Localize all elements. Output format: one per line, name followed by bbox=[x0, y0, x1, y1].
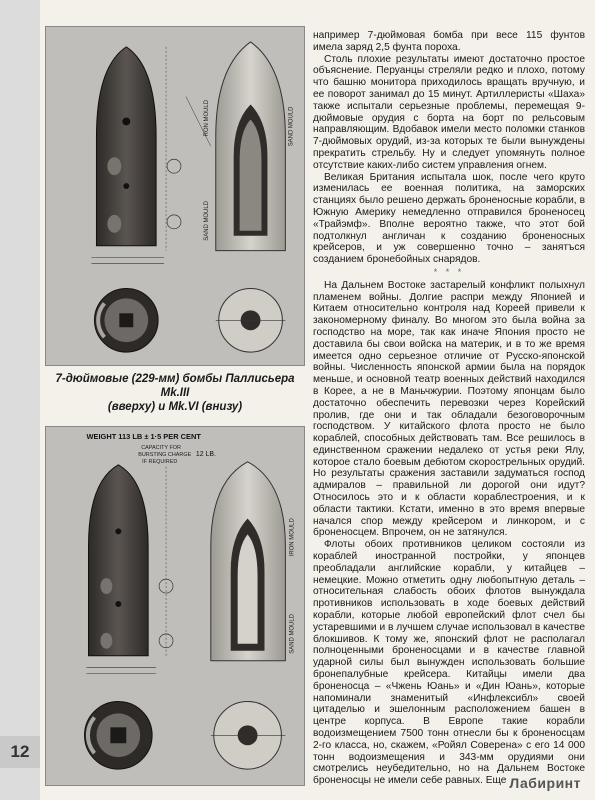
label-capacity-3: IF REQUIRED bbox=[142, 458, 178, 465]
caption-line-1: 7-дюймовые (229-мм) бомбы Паллисьера Mk.III bbox=[55, 373, 295, 399]
label-ron-mould: RON MOULD bbox=[203, 99, 210, 137]
label-sand-mould-bottom: SAND MOULD bbox=[289, 614, 296, 654]
watermark-logo: Лабиринт bbox=[509, 775, 581, 791]
article-paragraph: На Дальнем Востоке застарелый конфликт полыхнул пламенем войны. Долгие распри между Японией и Китаем относительно контроля над Кореей привели к закономерному финалу. Во многом это была война за господство на море, так как иначе Япония просто не доставила бы свои войска на материк, и в то же время имеется одно серьезное отличие от Русско-японской войны. Численность японской армии была на порядок меньше, и основной театр военных действий находился в Корее, а не в Маньчжурии. Поэтому японцам было достаточно обеспечить перевозки через Корейский пролив, где они и так обладали безоговорочным господством. У китайского флота просто не было кораблей, способных действовать там. Все решилось в единственном сражении недалеко от устья реки Ялу, которое стало боевым дебютом скорострельных орудий. Но результаты сражения заставили задуматься господ адмиралов – правильной ли дорогой они идут? Относилось это и к области кораблестроения, и к области тактики. Кстати, именно в это время впервые начался спор между крейсером и линкором, и с броненосцем. Впрочем, он не затянулся. bbox=[313, 279, 585, 539]
label-weight: WEIGHT 113 LB ± 1·5 PER CENT bbox=[86, 431, 201, 441]
label-sand-mould: SAND MOULD bbox=[203, 201, 210, 241]
label-capacity-1: CAPACITY FOR bbox=[141, 444, 181, 451]
label-sand-mould-2: SAND MOULD bbox=[288, 106, 295, 147]
article-paragraph: Флоты обоих противников целиком состояли из кораблей иностранной постройки, у японцев преобладали английские корабли, у китайцев – немецкие. Можно отметить одну любопытную деталь – относительная слабость обоих флотов вынуждала противников использовать в ходе боевых действий корабли, которые любой европейский флот счел бы устаревшими и в лучшем случае использовал в качестве блокшивов. К тому же, японский флот не располагал полноценными броненосцами и в качестве главной ударной силы был вынужден использовать большие бронепалубные крейсера. Китайцы имели два броненосца – «Чжень Юань» и «Дин Юань», которые напоминали знаменитый «Инфлексибл» своей цитаделью и эшелонным расположением башен в центре корпуса. В Европе такие корабли водоизмещением 7500 тонн отнесли бы к броненосцам 2-го класса, но, скажем, «Ройял Соверена» с его 14 000 тонн водоизмещения и 343-мм орудиями они смотрелись неубедительно, но на Дальнем Востоке броненосцы не имели себе равных. Еще bbox=[313, 539, 585, 787]
page-number: 12 bbox=[0, 736, 40, 768]
label-capacity-value: 12 LB. bbox=[195, 450, 216, 458]
label-iron-mould: IRON MOULD bbox=[289, 518, 296, 557]
left-margin-strip bbox=[0, 0, 40, 800]
article-paragraph: например 7-дюймовая бомба при весе 115 фунтов имела заряд 2,5 фунта пороха. bbox=[313, 30, 585, 53]
figure-caption bbox=[50, 372, 300, 414]
shell-drawing-mk3 bbox=[46, 27, 305, 365]
shell-drawing-mk6 bbox=[46, 427, 305, 785]
section-separator: * * * bbox=[433, 266, 465, 277]
figure-top-blueprint bbox=[45, 26, 305, 366]
label-capacity-2: BURSTING CHARGE bbox=[138, 451, 192, 458]
figure-bottom-blueprint bbox=[45, 426, 305, 786]
article-paragraph: Столь плохие результаты имеют достаточно простое объяснение. Перуанцы стреляли редко и плохо, потому что башню монитора приходилось вращать вручную, и ее поворот занимал до 15 минут. Артиллеристы «Шаха» также испытали серьезные проблемы, перемещая 9-дюймовые орудия с борта на борт по рельсовым направляющим. Вдобавок имели место поломки станков 7-дюймовых орудий, из-за которых те были вынуждены прекратить стрельбу. Ну и следует упомянуть полное отсутствие каких-либо систем управления огнем. bbox=[313, 53, 585, 171]
caption-line-2: (вверху) и Mk.VI (внизу) bbox=[107, 401, 243, 413]
article-text bbox=[313, 30, 585, 787]
article-paragraph: Великая Британия испытала шок, после чего круто изменилась ее военная политика, на заморских станциях было решено держать броненосные корабли, в Южную Америку немедленно отправился броненосец «Трайэмф». Вполне вероятно также, что этот бой подтолкнул англичан к созданию броненосных крейсеров, и уж совершенно точно – занятъся созданием бронебойных снарядов. bbox=[313, 171, 585, 266]
